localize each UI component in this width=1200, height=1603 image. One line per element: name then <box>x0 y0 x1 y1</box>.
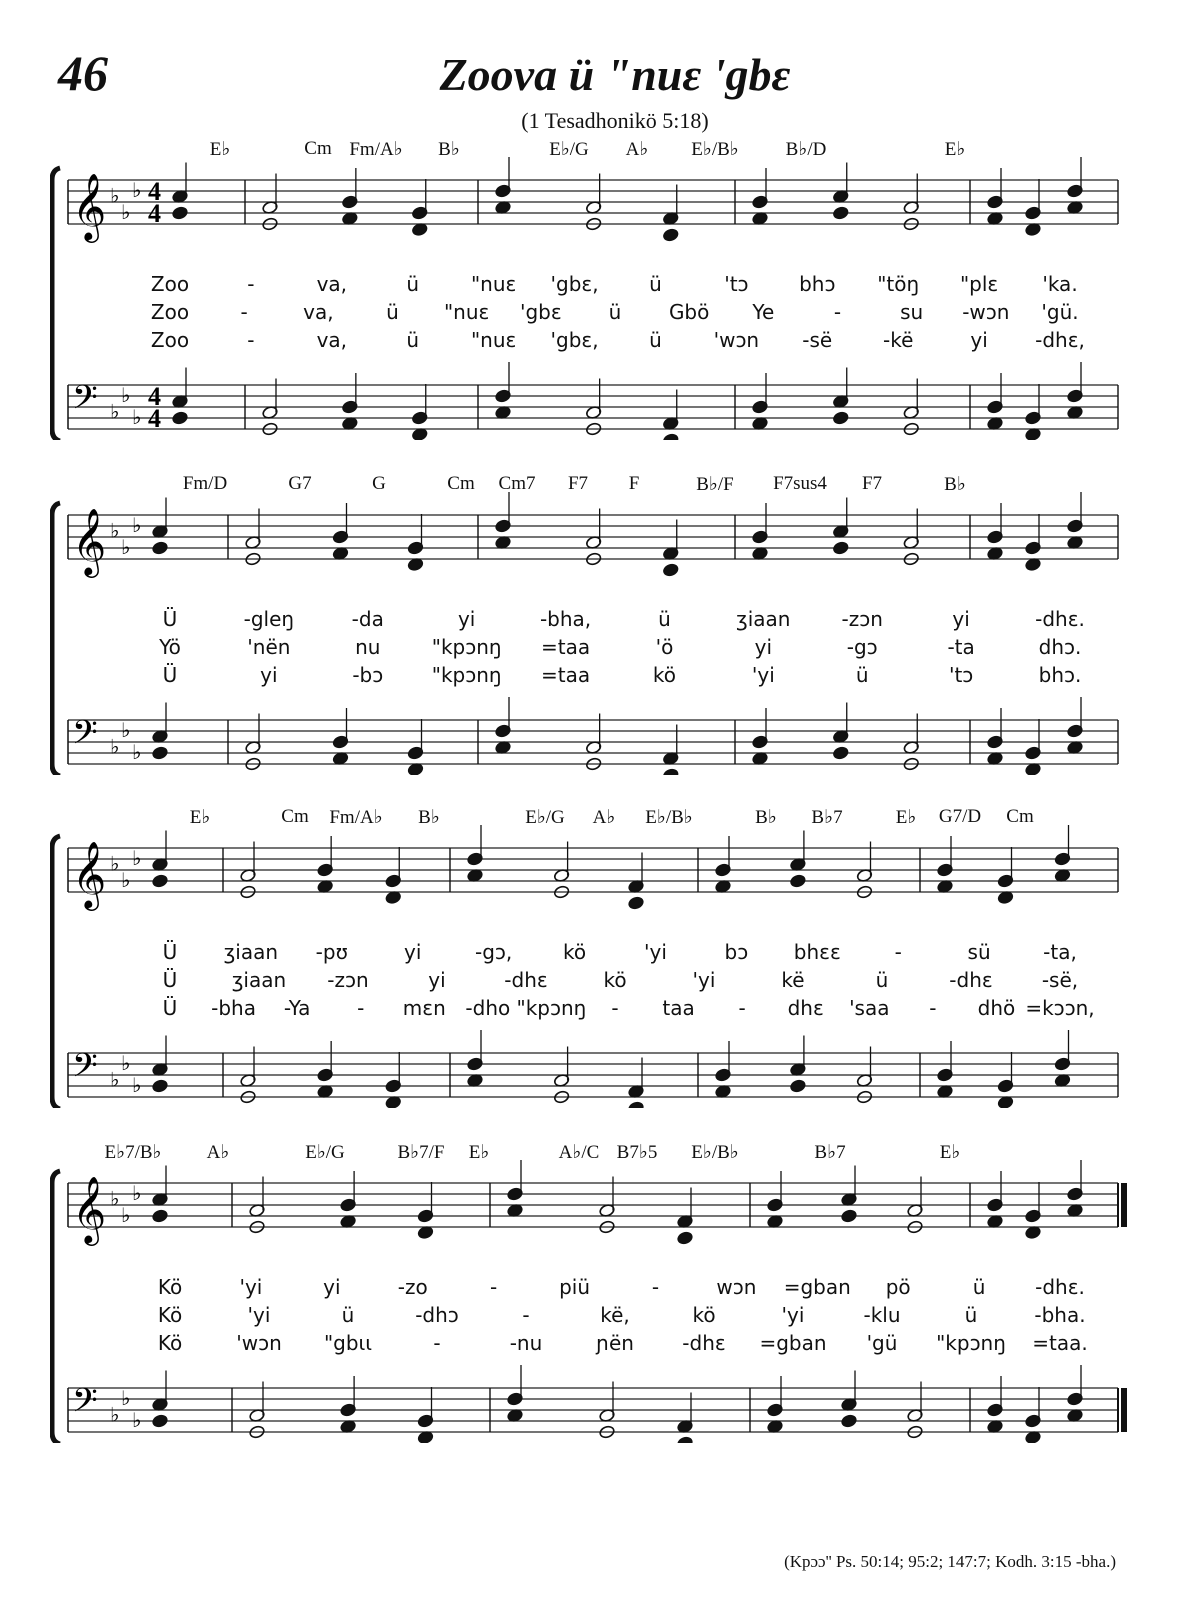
hymn-number: 46 <box>58 45 108 101</box>
lyric-syllable: -kë <box>882 328 914 352</box>
flat-icon: ♭ <box>110 518 120 543</box>
chord-symbol: B♭/D <box>785 139 827 160</box>
lyric-syllable: nu <box>355 635 381 659</box>
lyric-syllable: 'wɔn <box>236 1331 282 1355</box>
lyric-syllable: =gban <box>783 1275 851 1299</box>
lyric-syllable: "kpɔnŋ <box>936 1331 1006 1355</box>
notehead <box>662 563 679 577</box>
treble-clef-icon: 𝄞 <box>72 1175 107 1243</box>
lyric-syllable: bhɔ. <box>1038 663 1082 687</box>
lyric-syllable: ü <box>972 1275 986 1299</box>
time-signature: 4 <box>148 199 161 228</box>
lyric-syllable: -bha <box>211 996 256 1020</box>
chord-symbol: F7sus4 <box>773 473 827 494</box>
lyric-syllable: - <box>247 272 255 296</box>
lyric-line-verse-1 <box>50 607 1140 635</box>
lyric-syllable: kö <box>692 1303 716 1327</box>
notehead <box>841 1209 858 1223</box>
lyric-line-verse-1 <box>50 1275 1140 1303</box>
lyric-syllable: va, <box>303 300 334 324</box>
lyric-syllable: Zoo <box>150 300 190 324</box>
notehead <box>172 206 189 220</box>
lyric-syllable: "kpɔnŋ <box>431 663 502 687</box>
lyric-syllable: "gbɩɩ <box>323 1331 373 1355</box>
lyric-syllable: -së, <box>1041 968 1079 992</box>
flat-icon: ♭ <box>110 734 120 759</box>
lyric-syllable: bhɔ <box>799 272 836 296</box>
notehead <box>662 228 679 242</box>
notehead <box>152 541 169 555</box>
lyric-syllable: -së <box>802 328 833 352</box>
lyric-syllable: - <box>247 328 255 352</box>
lyric-syllable: -gɔ <box>846 635 878 659</box>
lyric-syllable: Kö <box>157 1275 183 1299</box>
flat-icon: ♭ <box>121 718 131 742</box>
lyric-syllable: dhö <box>977 996 1016 1020</box>
chord-symbol: B♭ <box>418 807 440 828</box>
lyric-syllable: - <box>651 1275 660 1299</box>
lyric-syllable: Zoo <box>150 328 190 352</box>
lyric-syllable: 'gbɛ, <box>550 328 599 352</box>
chord-symbol: B♭ <box>755 807 777 828</box>
lyric-syllable: ü <box>658 607 671 631</box>
lyric-syllable: -dho <box>465 996 511 1020</box>
lyric-syllable: pö <box>885 1275 911 1299</box>
lyric-syllable: 'gbɛ, <box>550 272 599 296</box>
lyric-syllable: yi <box>428 968 446 992</box>
notehead <box>152 1209 169 1223</box>
lyric-syllable: - <box>522 1303 530 1327</box>
notehead <box>790 874 807 888</box>
chord-symbol: E♭/B♭ <box>645 807 693 828</box>
lyric-syllable: ü <box>855 663 869 687</box>
chord-symbol: E♭ <box>468 1142 490 1163</box>
flat-icon: ♭ <box>132 846 142 870</box>
chord-symbol: Cm <box>447 473 475 494</box>
flat-icon: ♭ <box>121 1203 131 1227</box>
lyric-syllable: -dhɛ. <box>1035 607 1085 631</box>
chord-symbol: A♭/C <box>558 1142 600 1163</box>
lyric-syllable: -bha. <box>1034 1303 1086 1327</box>
lyric-syllable: 'gbɛ <box>519 300 562 324</box>
lyric-syllable: ü <box>406 272 420 296</box>
flat-icon: ♭ <box>110 1402 120 1427</box>
bass-clef-icon: 𝄢 <box>72 714 98 760</box>
chord-symbol: G <box>372 473 386 494</box>
lyric-syllable: kë <box>781 968 805 992</box>
notehead <box>152 1079 169 1093</box>
lyric-syllable: -ta, <box>1043 940 1077 964</box>
lyric-line-verse-2 <box>50 968 1140 996</box>
chord-symbol: B♭/F <box>696 474 734 495</box>
lyric-syllable: ʒiaan <box>223 940 279 964</box>
chord-symbol: Cm <box>304 138 332 159</box>
lyric-line-verse-3 <box>50 1331 1140 1359</box>
chord-symbol: B♭ <box>438 139 460 160</box>
lyric-line-verse-2 <box>50 635 1140 663</box>
lyric-syllable: -gleŋ <box>243 607 295 631</box>
notehead <box>677 1436 694 1443</box>
flat-icon: ♭ <box>132 405 142 429</box>
lyric-syllable: -dhɛ, <box>1035 328 1085 352</box>
lyric-syllable: yi <box>323 1275 341 1299</box>
flat-icon: ♭ <box>121 383 131 407</box>
lyric-syllable: -pʊ <box>315 940 348 964</box>
lyric-syllable: yi <box>260 663 278 687</box>
lyric-syllable: bɔ <box>724 940 749 964</box>
lyric-syllable: yi <box>970 328 988 352</box>
lyric-syllable: piü <box>559 1275 590 1299</box>
lyric-syllable: - <box>357 996 365 1020</box>
lyric-syllable: -nu <box>509 1331 543 1355</box>
lyric-line-verse-3 <box>50 996 1140 1024</box>
lyric-syllable: 'nën <box>247 635 291 659</box>
chord-symbol: B♭7 <box>811 807 843 828</box>
lyric-syllable: "plɛ <box>959 272 999 296</box>
lyric-syllable: 'wɔn <box>713 328 760 352</box>
lyric-syllable: -zo <box>397 1275 428 1299</box>
lyric-syllable: Yö <box>159 635 181 659</box>
chord-symbol: E♭/G <box>525 807 565 828</box>
time-signature: 4 <box>148 404 161 433</box>
lyric-syllable: ɲën <box>596 1331 634 1355</box>
lyric-syllable: -dhɛ <box>949 968 993 992</box>
bass-clef-icon: 𝄢 <box>72 379 98 425</box>
bass-clef-icon: 𝄢 <box>72 1382 98 1428</box>
lyric-syllable: 'yi <box>751 663 775 687</box>
lyric-syllable: Ü <box>162 968 178 992</box>
lyric-syllable: - <box>433 1331 441 1355</box>
flat-icon: ♭ <box>110 1186 120 1211</box>
lyric-line-verse-1 <box>50 272 1140 300</box>
lyric-syllable: 'yi <box>239 1275 263 1299</box>
time-signature: 4 <box>148 177 161 206</box>
lyric-syllable: 'ka. <box>1042 272 1078 296</box>
notehead <box>662 433 679 440</box>
lyric-syllable: =taa. <box>1032 1331 1088 1355</box>
lyric-syllable: 'yi <box>692 968 716 992</box>
chord-symbol: B♭ <box>944 474 966 495</box>
lyric-syllable: -gɔ, <box>474 940 513 964</box>
notehead <box>172 411 189 425</box>
chord-symbol: G7/D <box>938 806 982 827</box>
lyric-syllable: yi <box>952 607 970 631</box>
lyric-syllable: - <box>894 940 902 964</box>
lyric-syllable: 'saa <box>849 996 890 1020</box>
chord-symbol: E♭/G <box>305 1142 345 1163</box>
lyric-syllable: -dhɛ <box>682 1331 726 1355</box>
chord-symbol: E♭ <box>209 139 231 160</box>
flat-icon: ♭ <box>121 200 131 224</box>
lyric-syllable: Kö <box>157 1331 183 1355</box>
lyric-syllable: -wɔn <box>962 300 1010 324</box>
notehead <box>152 1414 169 1428</box>
treble-clef-icon: 𝄞 <box>72 840 107 908</box>
lyric-syllable: 'yi <box>247 1303 271 1327</box>
chord-symbol: A♭ <box>592 807 616 828</box>
hymn-title: Zoova ü "nuɛ 'gbɛ <box>439 49 791 100</box>
lyric-syllable: "töŋ <box>877 272 920 296</box>
notehead <box>790 1079 807 1093</box>
chord-symbol: E♭ <box>944 139 966 160</box>
notehead <box>662 768 679 775</box>
treble-clef-icon: 𝄞 <box>72 507 107 575</box>
lyric-syllable: 'yi <box>644 940 667 964</box>
lyric-syllable: mɛn <box>402 996 446 1020</box>
lyric-syllable: -dhɛ. <box>1035 1275 1085 1299</box>
lyric-syllable: ü <box>649 272 662 296</box>
chord-symbol: Fm/A♭ <box>329 807 383 828</box>
lyric-syllable: yi <box>754 635 773 659</box>
lyric-syllable: Ü <box>162 940 178 964</box>
lyric-line-verse-3 <box>50 663 1140 691</box>
time-signature: 4 <box>148 382 161 411</box>
lyric-syllable: su <box>900 300 924 324</box>
lyric-syllable: 'tɔ <box>948 663 974 687</box>
lyric-syllable: -dhɔ <box>415 1303 459 1327</box>
flat-icon: ♭ <box>110 183 120 208</box>
scripture-reference: (1 Tesadhonikö 5:18) <box>521 108 709 133</box>
flat-icon: ♭ <box>132 513 142 537</box>
lyric-syllable: - <box>929 996 937 1020</box>
flat-icon: ♭ <box>110 851 120 876</box>
lyric-syllable: 'ö <box>655 635 674 659</box>
lyric-syllable: -zɔn <box>327 968 369 992</box>
cross-references-footnote: (Kpɔɔ'' Ps. 50:14; 95:2; 147:7; Kodh. 3:15 -bha.) <box>784 1552 1116 1571</box>
lyric-line-verse-3 <box>50 328 1140 356</box>
music-system-3 <box>50 808 1140 1108</box>
lyric-syllable: yi <box>404 940 422 964</box>
chord-symbol: E♭ <box>189 807 211 828</box>
chord-symbol: F7 <box>567 473 589 494</box>
lyric-syllable: taa <box>662 996 695 1020</box>
notehead <box>832 541 849 555</box>
chord-symbol: Fm/D <box>182 473 228 494</box>
lyric-syllable: -Ya <box>283 996 311 1020</box>
chord-symbol: F <box>628 473 640 494</box>
lyric-syllable: 'gü. <box>1041 300 1079 324</box>
music-system-4 <box>50 1143 1140 1443</box>
lyric-syllable: kö <box>562 940 587 964</box>
notehead <box>628 896 645 910</box>
flat-icon: ♭ <box>121 535 131 559</box>
flat-icon: ♭ <box>121 1051 131 1075</box>
chord-symbol: F7 <box>861 473 883 494</box>
chord-symbol: E♭ <box>895 807 917 828</box>
chord-symbol: B♭7 <box>814 1142 846 1163</box>
lyric-line-verse-1 <box>50 940 1140 968</box>
lyric-syllable: -bɔ <box>352 663 384 687</box>
lyric-syllable: - <box>490 1275 498 1299</box>
lyric-syllable: "nuɛ <box>443 300 490 324</box>
chord-symbol: A♭ <box>625 139 649 160</box>
chord-symbol: A♭ <box>206 1142 230 1163</box>
lyric-syllable: Ye <box>752 300 775 324</box>
lyric-syllable: -zɔn <box>841 607 883 631</box>
lyric-syllable: - <box>738 996 746 1020</box>
lyric-syllable: ü <box>386 300 399 324</box>
lyric-syllable: -dhɛ <box>504 968 548 992</box>
lyric-syllable: kö <box>652 663 676 687</box>
lyric-syllable: =kɔɔn, <box>1025 996 1095 1020</box>
flat-icon: ♭ <box>110 1067 120 1092</box>
chord-symbol: G7 <box>288 473 312 494</box>
chord-symbol: E♭7/B♭ <box>104 1142 162 1163</box>
bass-clef-icon: 𝄢 <box>72 1047 98 1093</box>
lyric-syllable: Ü <box>162 996 178 1020</box>
lyric-syllable: sü <box>967 940 991 964</box>
chord-symbol: B7♭5 <box>616 1142 658 1163</box>
flat-icon: ♭ <box>121 868 131 892</box>
lyric-syllable: Ü <box>162 663 178 687</box>
lyric-syllable: yi <box>457 607 476 631</box>
notehead <box>832 746 849 760</box>
flat-icon: ♭ <box>132 1073 142 1097</box>
lyric-syllable: ü <box>649 328 662 352</box>
lyric-syllable: Zoo <box>150 272 190 296</box>
chord-symbol: E♭/B♭ <box>691 1142 739 1163</box>
flat-icon: ♭ <box>132 1181 142 1205</box>
flat-icon: ♭ <box>110 399 120 424</box>
lyric-syllable: -klu <box>863 1303 901 1327</box>
treble-clef-icon: 𝄞 <box>72 172 107 240</box>
music-system-2 <box>50 475 1140 775</box>
lyric-syllable: ʒiaan <box>231 968 287 992</box>
chord-symbol: Cm <box>1006 806 1034 827</box>
lyric-syllable: -bha, <box>539 607 592 631</box>
lyric-syllable: 'tɔ <box>724 272 749 296</box>
flat-icon: ♭ <box>132 178 142 202</box>
lyric-syllable: va, <box>316 328 348 352</box>
lyric-syllable: va, <box>316 272 348 296</box>
notehead <box>677 1231 694 1245</box>
music-system-1 <box>50 140 1140 440</box>
chord-symbol: E♭/B♭ <box>691 139 739 160</box>
lyric-syllable: =taa <box>540 635 591 659</box>
lyric-syllable: "kpɔnŋ <box>516 996 587 1020</box>
chord-symbol: Cm7 <box>498 473 536 494</box>
lyric-syllable: -da <box>351 607 384 631</box>
lyric-syllable: kë, <box>600 1303 630 1327</box>
lyric-syllable: ü <box>964 1303 978 1327</box>
lyric-syllable: -ta <box>947 635 975 659</box>
lyric-syllable: wɔn <box>716 1275 757 1299</box>
notehead <box>832 206 849 220</box>
lyric-syllable: bhɛɛ <box>793 940 841 964</box>
notehead <box>152 874 169 888</box>
lyric-syllable: "kpɔnŋ <box>431 635 502 659</box>
chord-symbol: B♭7/F <box>397 1142 445 1163</box>
lyric-syllable: - <box>240 300 248 324</box>
lyric-syllable: ü <box>406 328 420 352</box>
lyric-line-verse-2 <box>50 1303 1140 1331</box>
notehead <box>628 1101 645 1108</box>
lyric-syllable: ʒiaan <box>736 607 791 631</box>
chord-symbol: Fm/A♭ <box>349 139 403 160</box>
chord-symbol: E♭ <box>939 1142 961 1163</box>
lyric-syllable: dhɔ. <box>1038 635 1082 659</box>
lyric-syllable: =taa <box>540 663 591 687</box>
lyric-syllable: "nuɛ <box>470 272 517 296</box>
lyric-syllable: - <box>611 996 619 1020</box>
lyric-syllable: =gban <box>759 1331 827 1355</box>
lyric-syllable: 'gü <box>866 1331 898 1355</box>
flat-icon: ♭ <box>132 1408 142 1432</box>
lyric-line-verse-2 <box>50 300 1140 328</box>
notehead <box>832 411 849 425</box>
lyric-syllable: 'yi <box>781 1303 805 1327</box>
chord-symbol: Cm <box>281 806 309 827</box>
lyric-syllable: dhɛ <box>787 996 824 1020</box>
notehead <box>152 746 169 760</box>
lyric-syllable: kö <box>603 968 627 992</box>
flat-icon: ♭ <box>132 740 142 764</box>
lyric-syllable: Kö <box>157 1303 183 1327</box>
flat-icon: ♭ <box>121 1386 131 1410</box>
chord-symbol: E♭/G <box>549 139 589 160</box>
lyric-syllable: - <box>833 300 842 324</box>
lyric-syllable: "nuɛ <box>470 328 517 352</box>
lyric-syllable: Gbö <box>668 300 710 324</box>
lyric-syllable: ü <box>341 1303 355 1327</box>
lyric-syllable: ü <box>875 968 889 992</box>
lyric-syllable: ü <box>608 300 622 324</box>
lyric-syllable: Ü <box>162 607 178 631</box>
notehead <box>841 1414 858 1428</box>
